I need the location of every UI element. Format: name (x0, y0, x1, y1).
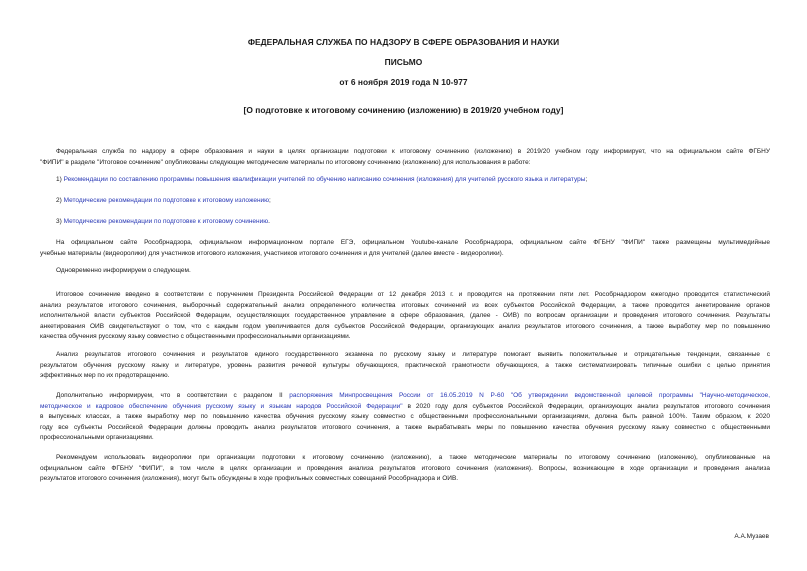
materials-list-item (56, 217, 776, 228)
materials-link-qualification-program[interactable]: Рекомендации по составлению программы повышения квалификации учителей по обучению написанию сочинения (изложения) для учителей русского языка и литературы (63, 176, 586, 183)
list-number: 2) (56, 197, 62, 204)
essay-line: исполнительной власти субъектов Российской Федерации, осуществляющих государственное управление в сфере образования, (далее - ОИВ) по вопросам организации и проведения итогового сочинения. Результаты (40, 312, 770, 320)
list-number: 3) (56, 218, 62, 225)
video-line: учебные материалы (видеоролики) для участников итогового изложения, участников итогового сочинения и для учителей (далее вместе - видеоролики). (40, 249, 504, 257)
program-line (40, 391, 770, 402)
list-tail: ; (585, 176, 588, 183)
list-tail: . (268, 218, 270, 225)
materials-link-exposition-recommendations[interactable]: Методические рекомендации по подготовке к итоговому изложению (63, 197, 270, 204)
list-tail: ; (269, 197, 271, 204)
ministry-order-link[interactable]: распоряжения Минпросвещения России от 16.05.2019 N Р-60 "Об утверждении ведомственной целевой программы "Научно-методическое, (289, 392, 771, 399)
program-paragraph (40, 391, 770, 444)
signature: А.А.Музаев (734, 533, 769, 540)
recommend-line: Рекомендуем использовать видеоролики при организации подготовки к итоговому сочинению (изложению), а также методические материалы по итоговому сочинению (изложению), опубликованные на (56, 454, 770, 461)
also-paragraph: Одновременно информируем о следующем. (56, 267, 191, 274)
document-subject: [О подготовке к итоговому сочинению (изложению) в 2019/20 учебном году] (243, 105, 564, 115)
program-line: в выпускных классах, а также выработку мер по повышению качества обучения русскому языку совместно с общественными профессиональными организациями, должна быть равной 100%. Таким образом, к 2020 (40, 413, 770, 421)
intro-line: "ФИПИ" в разделе "Итоговое сочинение" опубликованы следующие методические материалы по итоговому сочинению (изложению) для использования в работе: (40, 158, 531, 166)
essay-line: Итоговое сочинение введено в соответствии с поручением Президента Российской Федерации от 12 декабря 2013 г. и проводится на протяжении пяти лет. Рособрнадзором ежегодно проводится статистический (56, 291, 770, 298)
materials-link-essay-recommendations[interactable]: Методические рекомендации по подготовке к итоговому сочинению (63, 218, 269, 225)
materials-list-item (56, 175, 776, 186)
program-line: профессиональными организациями. (40, 434, 154, 442)
video-paragraph (40, 238, 770, 259)
analysis-line: результатом обучения русскому языку и литературе, уровень развития речевой культуры обучающихся, практической грамотности обучающихся, а также систематизировать типичные ошибки с целью принятия (40, 361, 770, 369)
recommend-paragraph (40, 453, 770, 485)
ministry-order-link-cont[interactable]: методическое и кадровое обеспечение обучения русскому языку и языкам народов Российской Федерации" (40, 402, 403, 410)
program-line (40, 402, 770, 413)
intro-line: Федеральная служба по надзору в сфере образования и науки в целях организации подготовки к итоговому сочинению (изложению) в 2019/20 учебном году информирует, что на официальном сайте ФГБНУ (56, 148, 770, 155)
recommend-line: официальном сайте ФГБНУ "ФИПИ", в том числе в целях организации и проведения анализа результатов итогового сочинения (изложения). Вопросы, возникающие в ходе организации и проведения анализа (40, 464, 770, 472)
program-line: году все субъекты Российской Федерации должны проводить анализ результатов итогового сочинения, а также вырабатывать меры по повышению качества обучения русскому языку совместно с общественными (40, 423, 770, 431)
document-type: ПИСЬМО (384, 57, 423, 67)
analysis-line: Анализ результатов итогового сочинения и результатов единого государственного экзамена по русскому языку и литературе помогает выявить положительные и отрицательные тенденции, связанные с (56, 351, 770, 358)
list-number: 1) (56, 176, 62, 183)
program-text: в 2020 году доля субъектов Российской Федерации, организующих анализ результатов итогового сочинения (402, 402, 770, 410)
essay-line: анкетирования ОИВ свидетельствуют о том, что с каждым годом увеличивается доля субъектов Российской Федерации, организующих анализ результатов итогового сочинения, а также выработку мер по повышению (40, 322, 770, 330)
essay-paragraph (40, 290, 770, 343)
analysis-paragraph (40, 350, 770, 382)
agency-name: ФЕДЕРАЛЬНАЯ СЛУЖБА ПО НАДЗОРУ В СФЕРЕ ОБРАЗОВАНИЯ И НАУКИ (247, 37, 560, 47)
intro-paragraph (40, 147, 770, 168)
document-date-number: от 6 ноября 2019 года N 10-977 (339, 77, 468, 87)
recommend-line: результатов итогового сочинения (изложения), могут быть обсуждены в ходе профильных совместных совещаний Рособрнадзора и ОИВ. (40, 475, 459, 483)
analysis-line: эффективных мер по их предотвращению. (40, 372, 170, 380)
program-text: Дополнительно информируем, что в соответствии с разделом II (56, 392, 290, 399)
video-line: На официальном сайте Рособрнадзора, официальном информационном портале ЕГЭ, официальном Youtube-канале Рособрнадзора, официальном сайте ФГБНУ "ФИПИ" также размещены мультимедийные (56, 239, 770, 246)
essay-line: анализ результатов итогового сочинения, выборочный содержательный анализ определенного количества итоговых сочинений из всех субъектов Российской Федерации, а также проводится анкетирование органов (40, 301, 770, 309)
essay-line: качества обучения русскому языку совместно с общественными профессиональными организациями. (40, 333, 351, 341)
materials-list-item (56, 196, 776, 207)
